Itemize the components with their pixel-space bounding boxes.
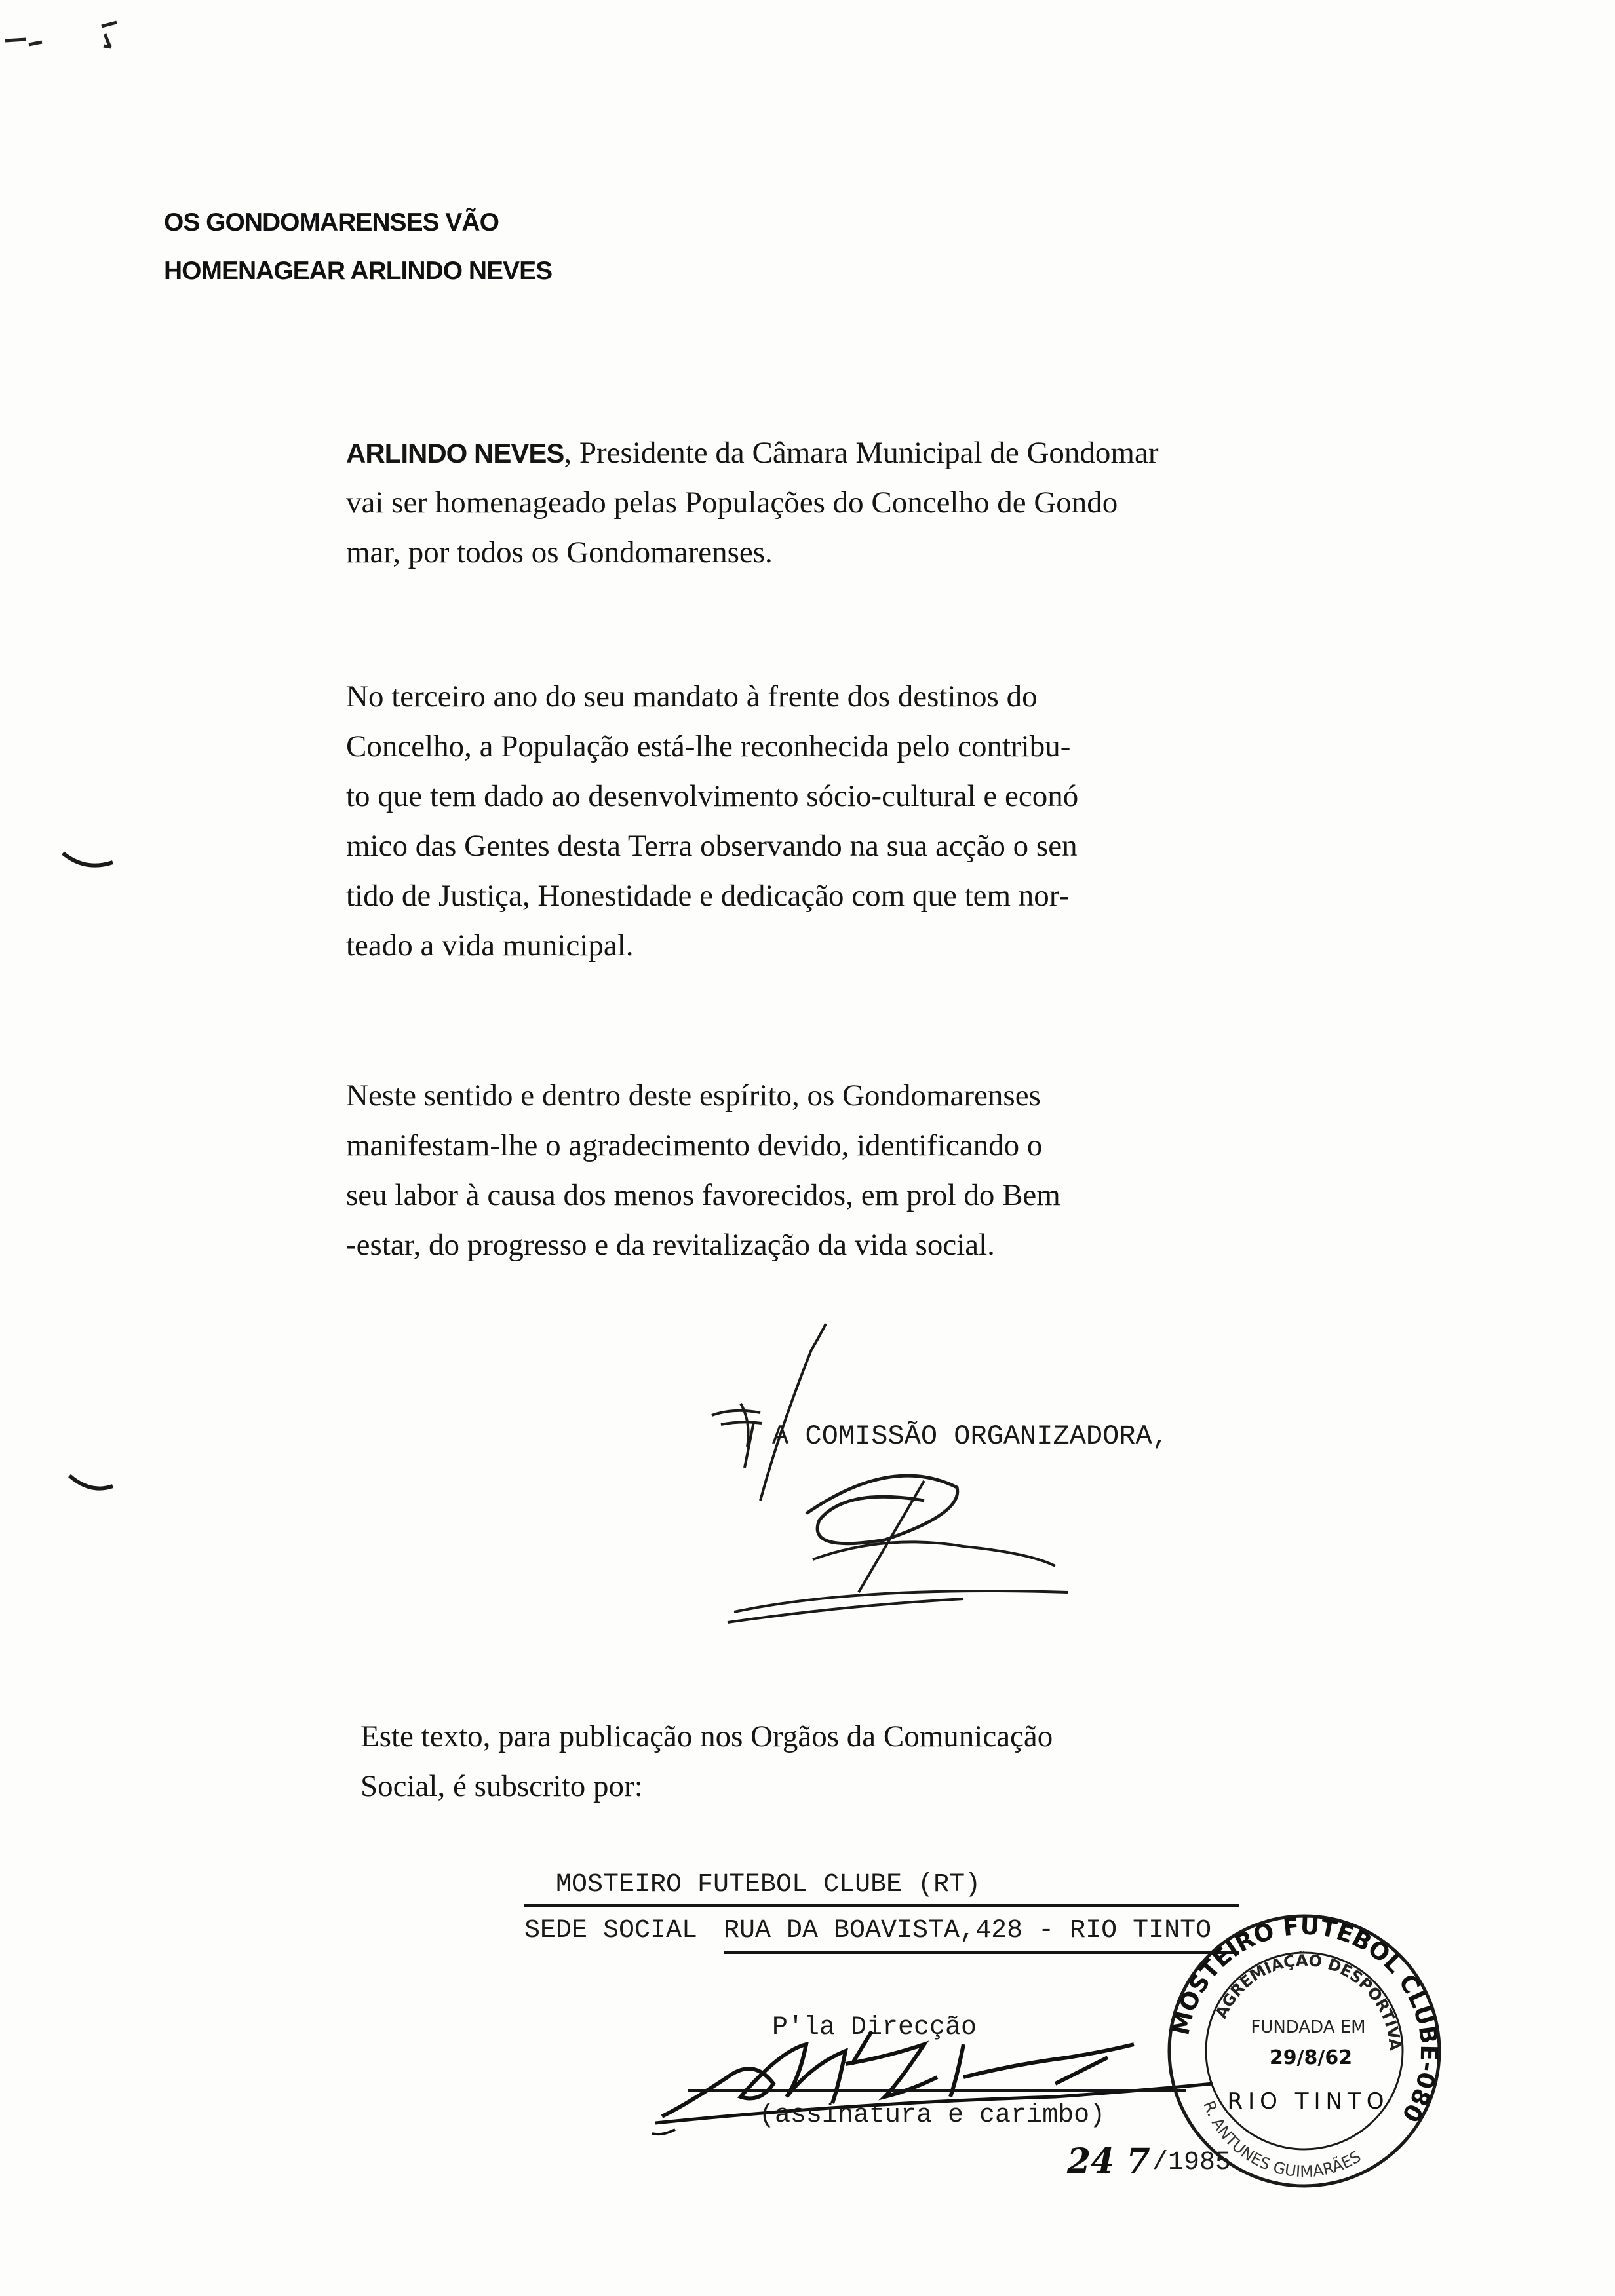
paragraph-3 (346, 1071, 1060, 1270)
paragraph-3-line: Neste sentido e dentro deste espírito, os Gondomarenses (346, 1079, 1041, 1113)
left-fold-mark (69, 1476, 113, 1489)
title-line-1: OS GONDOMARENSES VÃO (164, 208, 499, 237)
paragraph-1-line: ARLINDO NEVES, Presidente da Câmara Municipal de Gondomar (346, 436, 1159, 470)
paragraph-2-line: to que tem dado ao desenvolvimento sócio-cultural e econó (346, 779, 1079, 813)
honoree-name: ARLINDO NEVES (346, 438, 564, 469)
paragraph-3-line: seu labor à causa dos menos favorecidos, em prol do Bem (346, 1178, 1060, 1212)
stamp-date: 29/8/62 (1269, 2046, 1353, 2069)
paragraph-2 (346, 672, 1078, 970)
date-year: /1985 (1152, 2148, 1232, 2177)
stamp-outer-text: MOSTEIRO FUTEBOL CLUBE-080 (1167, 1913, 1443, 2127)
club-name-rule (524, 1904, 1239, 1907)
direction-label: P'la Direcção (772, 2013, 977, 2042)
subscription-text (360, 1712, 1053, 1811)
paragraph-1 (346, 428, 1158, 577)
committee-signature (688, 1324, 1147, 1664)
left-fold-mark (63, 853, 113, 866)
paragraph-1-line: mar, por todos os Gondomarenses. (346, 535, 773, 569)
corner-mark (5, 39, 42, 45)
date-handwritten: 24 7 (1067, 2141, 1150, 2181)
title-line-2: HOMENAGEAR ARLINDO NEVES (164, 257, 553, 285)
stamp-city: RIO TINTO (1227, 2088, 1390, 2114)
signature-rule (688, 2089, 1186, 2092)
paragraph-3-line: -estar, do progresso e da revitalização da vida social. (346, 1228, 995, 1262)
paragraph-2-line: Concelho, a População está-lhe reconhecida pelo contribu- (346, 729, 1071, 763)
subscription-line: Social, é subscrito por: (360, 1769, 643, 1803)
paragraph-2-line: No terceiro ano do seu mandato à frente dos destinos do (346, 679, 1038, 714)
paragraph-2-line: mico das Gentes desta Terra observando na sua acção o sen (346, 829, 1078, 863)
address-label: SEDE SOCIAL (524, 1916, 698, 1945)
paragraph-2-line: tido de Justiça, Honestidade e dedicação com que tem nor- (346, 879, 1070, 913)
stamp-inner-text: AGREMIAÇÃO DESPORTIVA (1211, 1951, 1405, 2052)
stamp-founded: FUNDADA EM (1251, 2018, 1366, 2037)
stamp-street-text: R. ANTUNES GUIMARÃES (1199, 2098, 1365, 2181)
committee-label: A COMISSÃO ORGANIZADORA, (772, 1421, 1169, 1452)
club-address: RUA DA BOAVISTA,428 - RIO TINTO (724, 1916, 1212, 1945)
paragraph-3-line: manifestam-lhe o agradecimento devido, identificando o (346, 1128, 1043, 1162)
paragraph-2-line: teado a vida municipal. (346, 928, 634, 963)
corner-mark (102, 22, 117, 47)
paragraph-1-line: vai ser homenageado pelas Populações do Concelho de Gondo (346, 486, 1118, 520)
club-name: MOSTEIRO FUTEBOL CLUBE (RT) (556, 1870, 981, 1900)
signature-note: (assinatura e carimbo) (759, 2101, 1106, 2130)
subscription-line: Este texto, para publicação nos Orgãos da Comunicação (360, 1719, 1053, 1753)
